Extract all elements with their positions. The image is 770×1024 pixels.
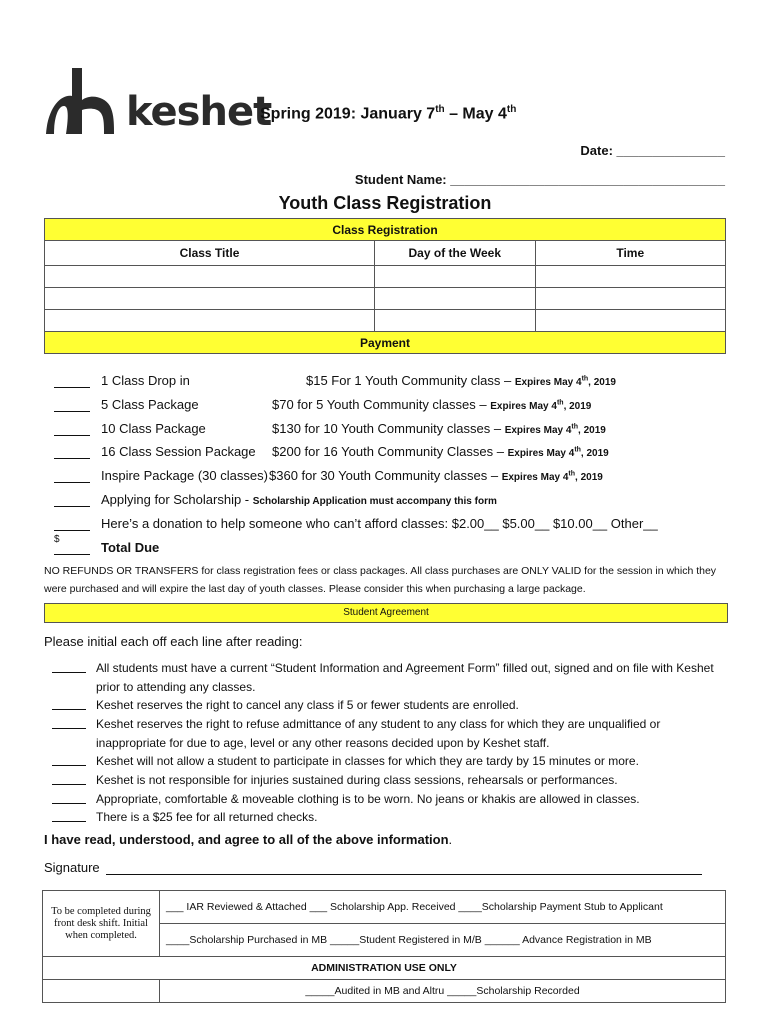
payment-option-16-class[interactable]: 16 Class Session Package $200 for 16 Youth Community Classes – Expires May 4th, 2019 <box>54 444 90 464</box>
initial-blank[interactable] <box>54 517 90 531</box>
class-title-cell[interactable] <box>45 310 375 332</box>
time-cell[interactable] <box>535 310 725 332</box>
keshet-logo-text: keshet <box>126 89 272 135</box>
payment-option-scholarship[interactable]: Applying for Scholarship - Scholarship Application must accompany this form <box>54 492 90 512</box>
class-registration-header: Class Registration <box>45 219 726 241</box>
donation-line[interactable]: Here’s a donation to help someone who can’t afford classes: $2.00__ $5.00__ $10.00__ Other__ <box>54 516 90 536</box>
student-agreement-header: Student Agreement <box>44 603 728 623</box>
signature-label: Signature <box>44 860 100 875</box>
initial-blank[interactable] <box>52 808 86 822</box>
admin-use-title: ADMINISTRATION USE ONLY <box>43 957 726 980</box>
col-time: Time <box>535 241 725 266</box>
initial-blank[interactable] <box>54 445 90 459</box>
payment-option-10-class[interactable]: 10 Class Package $130 for 10 Youth Community classes – Expires May 4th, 2019 <box>54 421 90 441</box>
refund-notice: NO REFUNDS OR TRANSFERS for class registration fees or class packages. All class purchases are ONLY VALID for the session in which they were purchased and will expire the last day of youth classes. Please consider this when purchasing a large package. <box>44 565 717 595</box>
office-checklist-line-2[interactable]: ____Scholarship Purchased in MB _____Student Registered in M/B ______ Advance Registration in MB <box>160 924 726 957</box>
acknowledgement: I have read, understood, and agree to all of the above information. <box>44 832 453 847</box>
initial-blank[interactable] <box>54 422 90 436</box>
day-cell[interactable] <box>374 266 535 288</box>
payment-option-5-class[interactable]: 5 Class Package $70 for 5 Youth Community classes – Expires May 4th, 2019 <box>54 397 90 417</box>
admin-line[interactable]: _____Audited in MB and Altru _____Scholarship Recorded <box>160 980 726 1003</box>
class-title-cell[interactable] <box>45 288 375 310</box>
time-cell[interactable] <box>535 288 725 310</box>
payment-option-inspire[interactable]: Inspire Package (30 classes) $360 for 30 Youth Community classes – Expires May 4th, 2019 <box>54 468 90 488</box>
signature-field[interactable] <box>106 874 702 875</box>
office-use-box <box>42 890 726 1003</box>
initial-prompt: Please initial each off each line after reading: <box>44 634 303 649</box>
initial-blank[interactable] <box>52 752 86 766</box>
day-cell[interactable] <box>374 310 535 332</box>
keshet-logo <box>44 66 272 138</box>
time-cell[interactable] <box>535 266 725 288</box>
initial-blank[interactable] <box>52 790 86 804</box>
initial-blank[interactable] <box>54 493 90 507</box>
class-registration-table <box>44 218 726 354</box>
form-title: Youth Class Registration <box>278 193 492 213</box>
office-note: To be completed during front desk shift. Initial when completed. <box>43 891 160 957</box>
col-day-of-week: Day of the Week <box>374 241 535 266</box>
student-name-field[interactable]: Student Name: ______________________________________ <box>354 172 725 187</box>
day-cell[interactable] <box>374 288 535 310</box>
col-class-title: Class Title <box>45 241 375 266</box>
keshet-logo-mark <box>44 66 124 138</box>
admin-empty-cell <box>43 980 160 1003</box>
initial-blank[interactable] <box>54 374 90 388</box>
payment-option-drop-in[interactable]: 1 Class Drop in $15 For 1 Youth Community class – Expires May 4th, 2019 <box>54 373 90 393</box>
initial-blank[interactable] <box>52 659 86 673</box>
initial-blank[interactable] <box>52 696 86 710</box>
total-due-line[interactable]: $ Total Due <box>54 534 160 555</box>
payment-header: Payment <box>45 332 726 354</box>
office-checklist-line-1[interactable]: ___ IAR Reviewed & Attached ___ Scholarship App. Received ____Scholarship Payment Stub to Applicant <box>160 891 726 924</box>
session-dates: Spring 2019: January 7th – May 4th <box>260 104 517 123</box>
initial-blank[interactable] <box>52 715 86 729</box>
initial-blank[interactable] <box>54 469 90 483</box>
initial-blank[interactable] <box>52 771 86 785</box>
date-field[interactable]: Date: _______________ <box>580 143 725 158</box>
class-title-cell[interactable] <box>45 266 375 288</box>
initial-blank[interactable] <box>54 398 90 412</box>
